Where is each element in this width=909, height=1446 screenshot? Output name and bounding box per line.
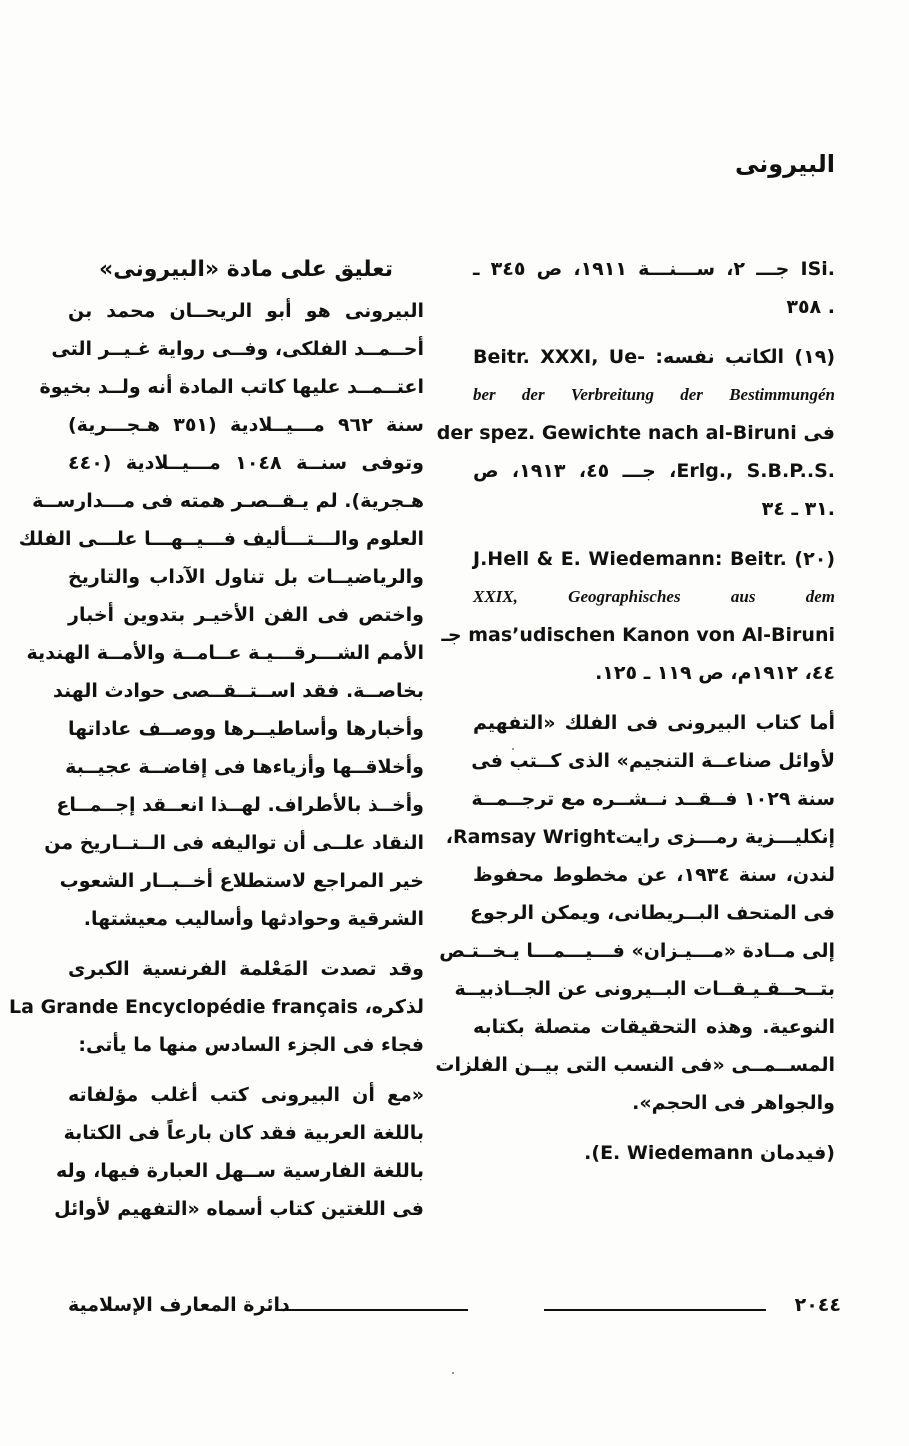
body-line: وأخــذ بالأطراف. لهــذا انعــقد إجــمــاع [56,794,424,816]
body-line: والجواهر فى الحجم». [632,1092,835,1114]
footer-rule [544,1309,766,1311]
body-line: هـجرية). لم يـقــصـر همته فى مـــدارســة [32,490,424,512]
scan-speck [512,748,514,750]
body-line: وتوفى سنــة ١٠٤٨ مـــيــلادية (٤٤٠ [68,452,424,474]
body-line: بخاصــة. فقد اســتــقــصى حوادث الهند [52,680,424,702]
body-line: أما كتاب البيرونى فى الفلك «التفهيم [473,712,835,734]
body-line: لندن، سنة ١٩٣٤، عن مخطوط محفوظ [473,864,835,886]
body-line: فجاء فى الجزء السادس منها ما يأتى: [78,1034,424,1056]
body-line: اعتــمــد عليها كاتب المادة أنه ولــد بخيوة [39,376,424,398]
scan-speck [452,1372,454,1374]
body-line: سنة ٩٦٢ مـــيــلادية (٣٥١ هـجـــرية) [68,414,424,436]
body-line: لذكره، ‏‪La Grande Encyclopédie français‬‏ [9,996,424,1018]
quote-line: باللغة العربية فقد كان بارعاً فى الكتابة [63,1122,424,1144]
page-footer [68,1290,841,1330]
footnote-line: ٤٤، ١٩١٢م، ص ١١٩ ـ ١٢٥. [595,662,835,684]
body-line: وأخبارها وأساطيــرها ووصــف عاداتها [68,718,424,740]
body-line: فى المتحف البــريطانى، ويمكن الرجوع [469,902,835,924]
body-line: النقاد علــى أن تواليفه فى الــتــاريخ من [44,832,424,854]
running-head-title: البيرونى [735,150,835,178]
body-line: وقد تصدت المَعْلمة الفرنسية الكبرى [68,958,424,980]
body-line: الأمم الشـــرقـــيـة عــامــة والأمــة الهندية [26,642,424,664]
body-line: أحــمــد الفلكى، وفــى رواية غـيــر التى [51,338,424,360]
footnote-line: .٣١ ـ ٣٤ [761,498,835,520]
body-line: خير المراجع لاستطلاع أخــبــار الشعوب [59,870,424,892]
quote-line: باللغة الفارسية ســهل العبارة فيها، وله [56,1160,424,1182]
footnote-line: . ٣٥٨ [786,296,835,318]
section-heading: تعليق على مادة «البيرونى» [99,257,393,282]
footnote-line: ‏‪Erlg., S.B.P..S.‬‏، جـــ ٤٥، ١٩١٣، ص [473,460,835,482]
right-column [435,250,836,1172]
footnote-line: ‪XXIX, Geographisches aus dem‬ [473,587,835,606]
footnote-line: (٢٠) ‏‪J.Hell & E. Wiedemann: Beitr.‬‏ [473,548,835,570]
quote-line: «مع أن البيرونى كتب أغلب مؤلفاته [68,1084,424,1106]
left-column [9,250,424,1228]
quote-line: فى اللغتين كتاب أسماه «التفهيم لأوائل [54,1198,424,1220]
footer-encyclopedia-title: دائرة المعارف الإسلامية [68,1294,290,1316]
body-line: واختص فى الفن الأخيـر بتدوين أخبار [68,604,424,626]
body-line: الشرقية وحوادثها وأساليب معيشتها. [83,908,424,930]
footnote-line: (١٩) الكاتب نفسه: ‏‪Beitr. XXXI, Ue-‬‏ [473,346,835,368]
body-line: بتــحــقـيـقــات البــيرونى عن الجــاذبيــة [454,978,835,1000]
body-line: إنكليـــزية رمـــزى رايت‏‪Ramsay Wright‬‏، [445,826,835,848]
body-line: لأوائل صناعــة التنجيم» الذى كــتب فى [471,750,835,772]
footnote-line: ‏‪ISi.‬‏ جـــ ٢، ســـنـــة ١٩١١، ص ٣٤٥ ـ [473,258,836,280]
author-signature: (فيدمان ‏‪E. Wiedemann‬‏). [584,1142,835,1164]
footnote-line: ‪ber der Verbreitung der Bestimmungén‬ [473,385,835,404]
footer-rule [276,1309,468,1311]
body-line: والرياضيــات بل تناول الآداب والتاريخ [68,566,424,588]
footnote-line: ‏‪mas’udischen Kanon von Al-Biruni‬‏ جـ [441,624,835,646]
body-line: إلى مــادة «مـــيـزان» فـــيـــمـــا يـخــتـص [439,940,835,962]
page-number: ٢٠٤٤ [794,1294,841,1316]
footnote-line: فى ‏‪der spez. Gewichte nach al-Biruni‬‏ [436,422,835,444]
body-line: البيرونى هو أبو الريحــان محمد بن [68,300,424,322]
body-line: سنة ١٠٢٩ فــقــد نــشــره مع ترجــمــة [471,788,835,810]
body-line: النوعية. وهذه التحقيقات متصلة بكتابه [473,1016,835,1038]
body-line: العلوم والـــتـــأليف فـــيــهـــا علـــى الفلك [18,528,424,550]
body-line: وأخلاقــها وأزياءها فى إفاضــة عجيــبة [65,756,424,778]
body-line: المســمــى «فى النسب التى بيــن الفلزات [435,1054,835,1076]
